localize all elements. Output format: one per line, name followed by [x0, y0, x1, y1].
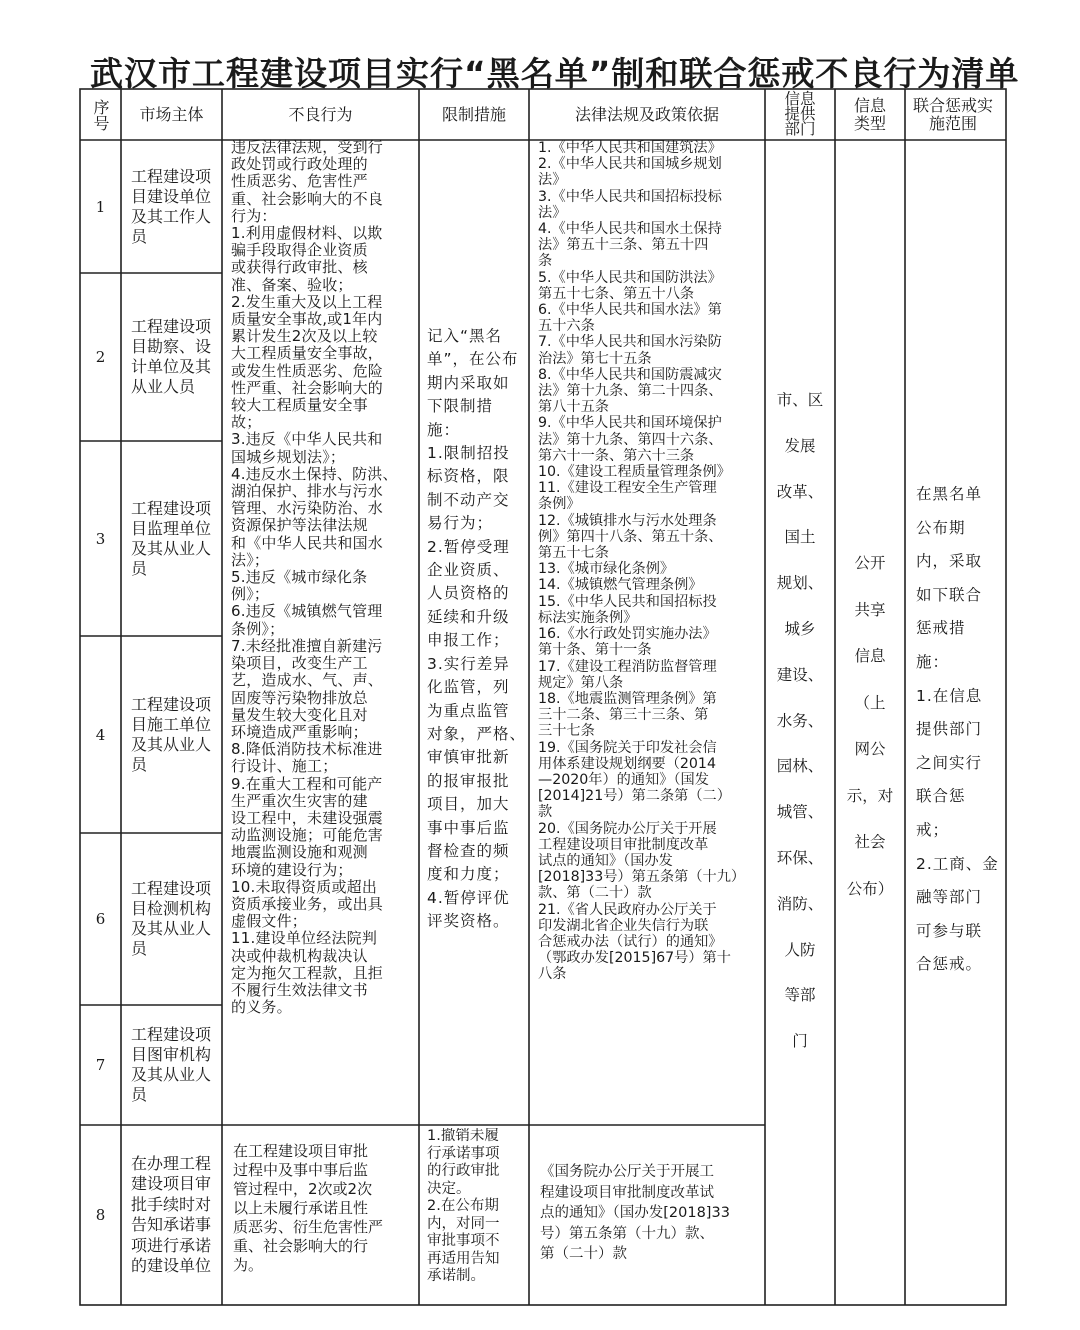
header-measures: 限制措施: [441, 104, 506, 124]
header-behavior: 不良行为: [288, 104, 353, 124]
header-laws: 法律法规及政策依据: [574, 104, 719, 124]
laws-row-8: 《国务院办公厅关于开展工 程建设项目审批制度改革试 点的通知》（国办发[2018]33 号）第五条第（十九）款、 第（二十）款: [540, 1164, 730, 1262]
row-seq-6: 6: [95, 910, 106, 928]
header-info-type: 信息类型: [853, 95, 886, 133]
measures-row-8: 1.撤销未履 行承诺事项 的行政审批 决定。 2.在公布期 内，对同一 审批事项不 再适用告知 承诺制。: [427, 1128, 500, 1284]
header-seq: 序号: [91, 98, 110, 131]
row-seq-8: 8: [95, 1206, 106, 1224]
laws-list-main: 1.《中华人民共和国建筑法》 2.《中华人民共和国城乡规划 法》 3.《中华人民共和国招标投标 法》 4.《中华人民共和国水土保持 法》第五十三条、第五十四 条 5.《中华人民共和国防洪法》 第五十七条、第五十八条 6.《中华人民共和国水法》第 五十六条 7.《中华人民共和国水污染防 治法》第七十五条 8.《中华人民共和国防震减灾 法》第十九条、第二十四条、 第八十五条 9.《中华人民共和国环境保护 法》第十九条、第四十六条、 第六十一条、第六十三条 10.《建设工程质量管理条例》 11.《建设工程安全生产管理 条例》 12.《城镇排水与污水处理条 例》第四十八条、第五十条、 第五十七条 13.《城市绿化条例》 14.《城镇燃气管理条例》 15.《中华人民共和国招标投 标法实施条例》 16.《水行政处罚实施办法》 第十条、第十一条 17.《建设工程消防监督管理 规定》第八条 18.《地震监测管理条例》第 三十二条、第三十三条、第 三十七条 19.《国务院关于印发社会信 用体系建设规划纲要（2014 —2020年）的通知》（国发 [2014]21号）第二条第（二） 款 20.《国务院办公厅关于开展 工程建设项目审批制度改革 试点的通知》（国办发 [2018]33号）第五条第（十九） 款、第（二十）款 21.《省人民政府办公厅关于 印发湖北省企业失信行为联 合惩戒办法（试行）的通知》 （鄂政办发[2015]67号）第十 八条: [538, 140, 746, 983]
row-subject-8: 在办理工程建设项目审批手续时对告知承诺事项进行承诺的建设单位: [131, 1153, 212, 1275]
row-seq-3: 3: [95, 529, 106, 548]
row-subject-2: 工程建设项目勘察、设计单位及其从业人员: [131, 317, 212, 396]
row-subject-7: 工程建设项目图审机构及其从业人员: [131, 1025, 212, 1104]
header-provider: 信息提供部门: [784, 90, 816, 138]
measures-main: 记入“黑名 单”，在公布 期内采取如 下限制措 施： 1.限制招投 标资格，限 制不动产交 易行为； 2.暂停受理 企业资质、 人员资格的 延续和升级 申报工作； 3.实行差异 化监管，列 为重点监管 对象，严格、 审慎审批新 的报审报批 项目，加大 事中事后监 督检查的频 度和力度； 4.暂停评优 评奖资格。: [427, 327, 527, 931]
behavior-row-8: 在工程建设项目审批 过程中及事中事后监 管过程中，2次或2次 以上未履行承诺且性 质恶劣、衍生危害性严 重、社会影响大的行 为。: [233, 1142, 384, 1274]
header-subject: 市场主体: [139, 104, 204, 124]
behavior-list-main: 违反法律法规，受到行 政处罚或行政处理的 性质恶劣、危害性严 重、社会影响大的不良 行为： 1.利用虚假材料、以欺 骗手段取得企业资质 或获得行政审批、核 准、备案、验收； 2.发生重大及以上工程 质量安全事故,或1年内 累计发生2次及以上较 大工程质量安全事故， 或发生性质恶劣、危险 性严重、社会影响大的 较大工程质量安全事 故； 3.违反《中华人民共和 国城乡规划法》； 4.违反水土保持、防洪、 湖泊保护、排水与污水 管理、水污染防治、水 资源保护等法律法规 和《中华人民共和国水 法》； 5.违反《城市绿化条 例》； 6.违反《城镇燃气管理 条例》； 7.未经批准擅自新建污 染项目，改变生产工 艺，造成水、气、声、 固废等污染物排放总 量发生较大变化且对 环境造成严重影响； 8.降低消防技术标准进 行设计、施工； 9.在重大工程和可能产 生严重次生灾害的建 设工程中，未建设强震 动监测设施；可能危害 地震监测设施和观测 环境的建设行为； 10.未取得资质或超出 资质承接业务，或出具 虚假文件； 11.建设单位经法院判 决或仲裁机构裁决认 定为拖欠工程款，且拒 不履行生效法律文书 的义务。: [231, 139, 398, 1017]
page-title: 武汉市工程建设项目实行“黑名单”制和联合惩戒不良行为清单: [90, 54, 1020, 93]
row-subject-1: 工程建设项目建设单位及其工作人员: [131, 166, 212, 246]
info-provider-departments: 市、区 发展 改革、 国土 规划、 城乡 建设、 水务、 园林、 城管、 环保、 消防、 人防 等部 门: [776, 391, 824, 1051]
row-subject-3: 工程建设项目监理单位及其从业人员: [131, 498, 212, 578]
row-subject-4: 工程建设项目施工单位及其从业人员: [131, 694, 212, 774]
joint-punishment-scope: 在黑名单 公布期 内，采取 如下联合 惩戒措 施： 1.在信息 提供部门 之间实行 联合惩 戒； 2.工商、金 融等部门 可参与联 合惩戒。: [916, 485, 999, 974]
info-type: 公开 共享 信息 （上 网公 示，对 社会 公布）: [846, 554, 894, 898]
header-scope: 联合惩戒实施范围: [912, 95, 993, 133]
row-subject-6: 工程建设项目检测机构及其从业人员: [131, 879, 212, 958]
row-seq-2: 2: [95, 348, 106, 366]
row-seq-1: 1: [95, 197, 106, 216]
row-seq-7: 7: [95, 1056, 106, 1074]
row-seq-4: 4: [95, 725, 106, 744]
